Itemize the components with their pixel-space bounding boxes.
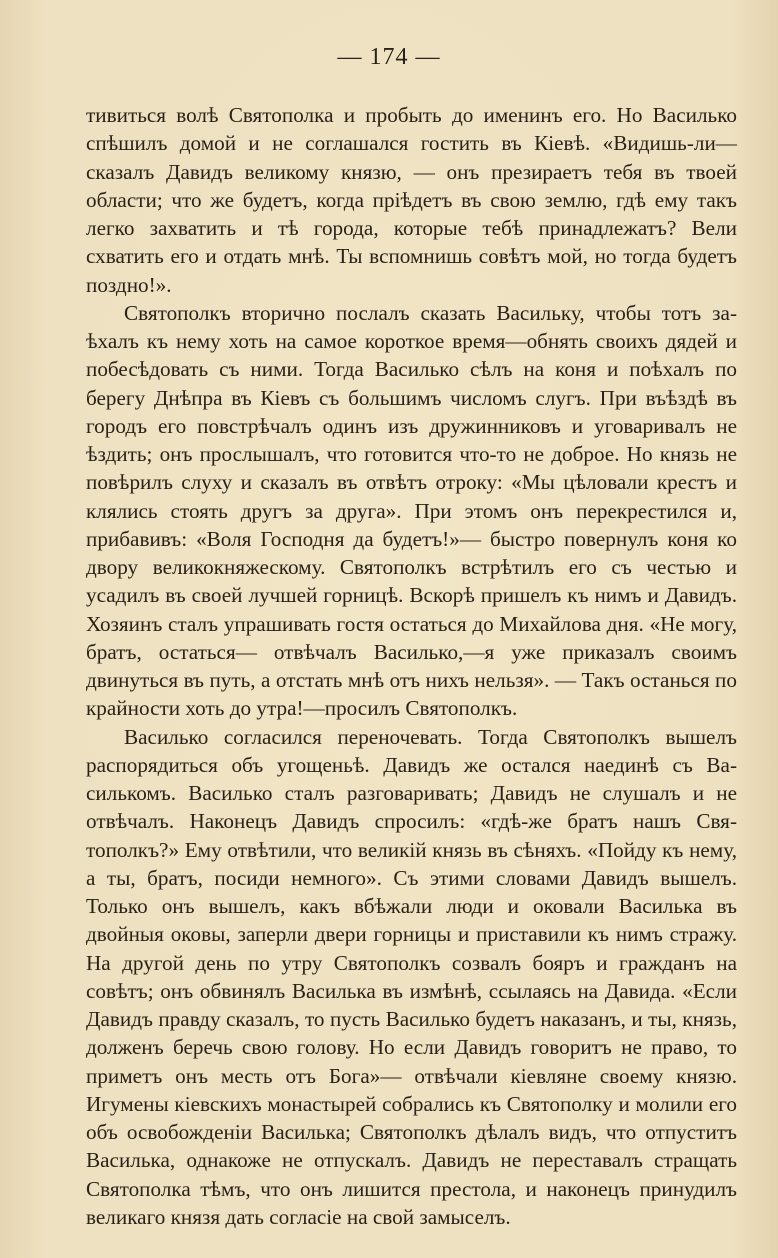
paragraph-2: Святополкъ вторично послалъ сказать Васильку, чтобы тотъ заѣхалъ къ нему хоть на самое короткое время—обнять своихъ дядей и побесѣдовать съ ними. Тогда Василько сѣлъ на коня и поѣхалъ по берегу Днѣпра въ Кіевъ съ большимъ числомъ слугъ. При въѣздѣ въ городъ его повстрѣчалъ одинъ изъ дружинниковъ и уговаривалъ не ѣздить; онъ прослышалъ, что готовится что-то не доброе. Но князь не повѣрилъ слуху и сказалъ въ отвѣтъ отроку: «Мы цѣловали крестъ и клялись стоять другъ за друга». При этомъ онъ перекрестился и, прибавивъ: «Воля Господня да будетъ!»— быстро повернулъ коня ко двору великокняжескому. Святополкъ встрѣтилъ его съ честью и усадилъ въ своей лучшей горницѣ. Вскорѣ пришелъ къ нимъ и Давидъ. Хозяинъ сталъ упрашивать гостя остаться до Михайлова дня. «Не могу, братъ, остаться— отвѣчалъ Василько,—я уже приказалъ своимъ двинуться въ путь, а отстать мнѣ отъ нихъ нельзя». — Такъ останься по крайности хоть до утра!—просилъ Святополкъ. (86, 300, 737, 721)
paragraph-3: Василько согласился переночевать. Тогда Святополкъ вышелъ распорядиться объ угощеньѣ. Давидъ же остался наединѣ съ Василькомъ. Василько сталъ разговаривать; Давидъ не слушалъ и не отвѣчалъ. Наконецъ Давидъ спросилъ: «гдѣ-же братъ нашъ Святополкъ?» Ему отвѣтили, что великій князь въ сѣняхъ. «Пойду къ нему, а ты, братъ, посиди немного». Съ этими словами Давидъ вышелъ. Только онъ вышелъ, какъ вбѣжали люди и оковали Василька въ двойныя оковы, заперли двери горницы и приставили къ нимъ стражу. На другой день по утру Святополкъ созвалъ бояръ и гражданъ на совѣтъ; онъ обвинялъ Василька въ измѣнѣ, ссылаясь на Давида. «Если Давидъ правду сказалъ, то пусть Василько будетъ наказанъ, и ты, князь, долженъ беречь свою голову. Но если Давидъ говоритъ не право, то приметъ онъ месть отъ Бога»— отвѣчали кіевляне своему князю. Игумены кіевскихъ монастырей собрались къ Святополку и молили его объ освобожденіи Василька; Святополкъ дѣлалъ видъ, что отпуститъ Василька, однакоже не отпускалъ. Давидъ не переставалъ стращать Святополка тѣмъ, что онъ лишится престола, и наконецъ принудилъ великаго князя дать согласіе на свой замыселъ. (86, 724, 737, 1229)
body-text (86, 101, 737, 1231)
paragraph-1: тивиться волѣ Святополка и пробыть до именинъ его. Но Василько спѣшилъ домой и не соглашался гостить въ Кіевѣ. «Видишь-ли— сказалъ Давидъ великому князю, — онъ презираетъ тебя въ твоей области; что же будетъ, когда пріѣдетъ въ свою землю, гдѣ ему такъ легко захватить и тѣ города, которые тебѣ принадлежатъ? Вели схватить его и отдать мнѣ. Ты вспомнишь совѣтъ мой, но тогда будетъ поздно!». (86, 103, 737, 297)
page-number: — 174 — (337, 44, 441, 70)
